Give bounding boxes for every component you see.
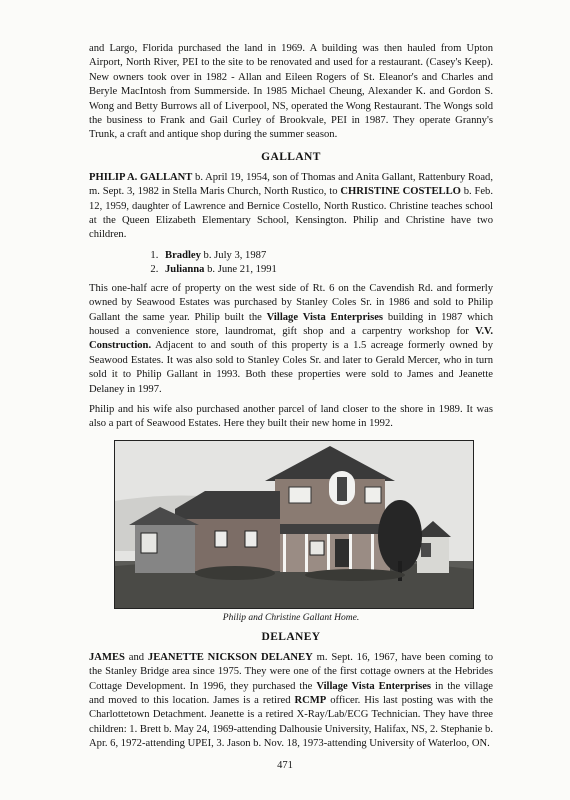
business-name: Village Vista Enterprises <box>316 680 432 692</box>
gallant-family-paragraph <box>89 171 493 243</box>
photo-caption: Philip and Christine Gallant Home. <box>222 612 360 623</box>
organization-name: RCMP <box>294 694 327 706</box>
child-name: Julianna <box>165 264 205 276</box>
delaney-paragraph <box>89 651 493 752</box>
business-name: V.V. Construction. <box>89 325 493 352</box>
paragraph-text: b. April 19, 1954, son of Thomas and Anita Gallant, Rattenbury Road, m. Sept. 3, 1982 in Stella Maris Church, North Rustico, to <box>89 171 493 198</box>
person-name: PHILIP A. GALLANT <box>89 171 193 183</box>
list-item <box>161 263 493 277</box>
home-paragraph: Philip and his wife also purchased another parcel of land closer to the shore in 1989. It was also a part of Seawood Estates. Here they built their new home in 1992. <box>89 403 493 430</box>
person-name: CHRISTINE COSTELLO <box>340 186 461 198</box>
section-heading-gallant: GALLANT <box>261 150 321 163</box>
property-paragraph <box>89 282 493 397</box>
children-list <box>89 249 493 278</box>
paragraph-text: m. Sept. 16, 1967, have been coming to the Stanley Bridge area since 1975. They were one of the first cottage owners at the Hebrides Cottage Development. In 1996, they purchased the <box>89 651 494 692</box>
paragraph-text: in the village and moved to this location. James is a retired <box>89 680 493 706</box>
intro-paragraph: and Largo, Florida purchased the land in 1969. A building was then hauled from Upton Airport, North River, PEI to the site to be renovated and used for a restaurant. (Casey's Keep). New owners took over in 1982 - Allan and Eileen Rogers of St. Eleanor's and Charles and Beryle MacIntosh from Summerside. In 1985 Michael Cheung, Alexander K. and Gordon S. Wong and Betty Burrows all of Liverpool, NS, operated the Wong Restaurant. The Wongs sold the business to Frank and Gail Curley of Brookvale, PEI in 1987. They operate Granny's Trunk, a craft and antique shop during the summer season. <box>89 43 493 141</box>
paragraph-text: Adjacent to and south of this property is a 1.5 acreage formerly owned by Seawood Estates. It was also sold to Stanley Coles Sr. and later to Gerald Mercer, who in turn sold it to Philip Gallant in 1993. Both these properties were sold to James and Jeanette Delaney in 1997. <box>89 340 493 395</box>
business-name: Village Vista Enterprises <box>266 311 384 323</box>
person-name: JAMES <box>89 651 125 663</box>
child-detail: b. July 3, 1987 <box>200 249 267 261</box>
person-name: JEANETTE NICKSON DELANEY <box>147 651 313 663</box>
paragraph-text: building in 1987 which housed a convenience store, laundromat, gift shop and a carpentry workshop for <box>89 311 493 337</box>
section-heading-delaney: DELANEY <box>261 630 321 643</box>
document-page <box>89 42 493 758</box>
list-item <box>161 249 493 263</box>
paragraph-text: This one-half acre of property on the west side of Rt. 6 on the Cavendish Rd. and formerly owned by Seawood Estates was purchased by Stanley Coles Sr. in 1986 and sold to Philip Gallant the same year. Philip built the <box>89 282 493 323</box>
child-name: Bradley <box>165 249 201 261</box>
child-detail: b. June 21, 1991 <box>204 264 277 276</box>
house-photo <box>114 440 474 609</box>
paragraph-text: and <box>124 651 148 663</box>
paragraph-text: officer. His last posting was with the Charlottetown Detachment. Jeanette is a retired X-Ray/Lab/ECG Technician. They have three children: 1. Brett b. May 24, 1969-attending Dalhousie University, Halifax, NS, 2. Stephanie b. Apr. 6, 1972-attending UPEI, 3. Jason b. Nov. 18, 1973-attending University of Waterloo, ON. <box>89 694 493 750</box>
paragraph-text: b. Feb. 12, 1959, daughter of Lawrence and Bernice Costello, North Rustico. Christine teaches school at the Queen Elizabeth Elementary School, Kensington. Philip and Christine have two children. <box>89 186 493 241</box>
page-number: 471 <box>277 760 293 771</box>
